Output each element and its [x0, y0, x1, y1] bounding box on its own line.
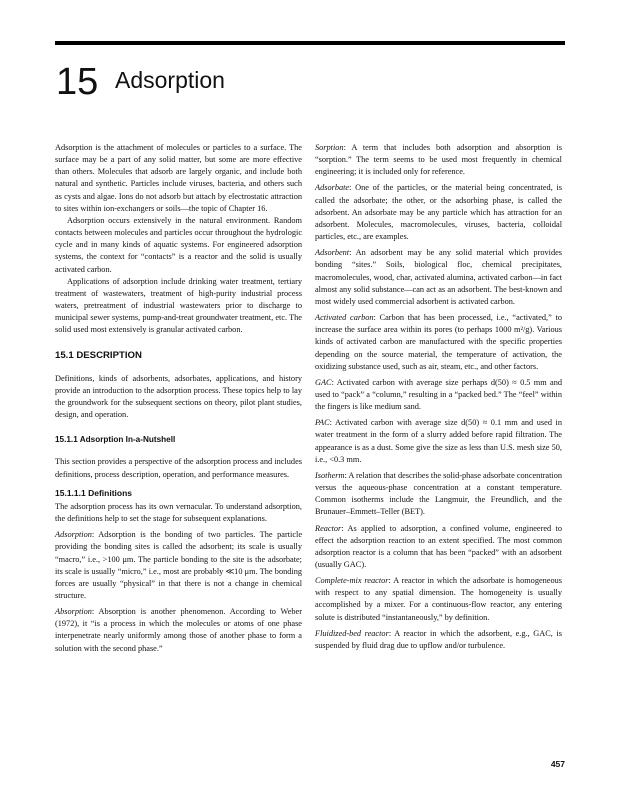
- definition-text: : A reactor in which the adsorbate is homogeneous with respect to any spatial dimension. The homogeneity is usually accomplished by a mixer. For a continuous-flow reactor, any entering solute is distributed “instantaneously,” by definition.: [315, 576, 563, 622]
- right-column: [315, 142, 562, 656]
- subsection-heading: 15.1.1 Adsorption In-a-Nutshell: [55, 435, 176, 445]
- definition-text: : As applied to adsorption, a confined volume, engineered to effect the adsorption reaction to an extent specified. The most common adsorption reactor is a column that has been “packed” with an adsorbent (usually GAC).: [315, 523, 562, 569]
- definition-adsorption: [55, 529, 302, 602]
- definition-term: Adsorption: [55, 530, 92, 540]
- definition-absorption: [55, 606, 302, 655]
- definition-text: : One of the particles, or the material being concentrated, is called the adsorbate; the other, or the adsorbing phase, is called the adsorbent. An adsorbate may be any particle which has attraction for an adsorbent. Molecules, macromolecules, viruses, bacteria, colloidal particles, etc., are examples.: [315, 183, 562, 242]
- definition-text: : Activated carbon with average size d(50) ≈ 0.1 mm and used in water treatment in the form of a slurry added before rapid filtration. The appearance is as a dust. Some give the size as less than U.S. mesh size 50, i.e., <0.3 mm.: [315, 418, 562, 464]
- definition-fluidized-bed-reactor: [315, 628, 562, 652]
- chapter-top-rule: [55, 41, 565, 45]
- definition-term: Adsorbate: [315, 183, 350, 193]
- intro-paragraph-1: Adsorption is the attachment of molecules or particles to a surface. The surface may be a part of any solid matter, but some are more effective than others. Molecules that adsorb are largely organic, and include both natural and synthetic. Particles include viruses, bacteria, and others such as cysts and algae. Ions do not adsorb but attach by electrostatic attraction to sites within ion-exchangers or soils—the topic of Chapter 16.: [55, 143, 302, 213]
- left-column: [55, 142, 302, 659]
- chapter-title: Adsorption: [115, 67, 225, 93]
- definition-complete-mix-reactor: [315, 575, 562, 624]
- definition-term: Complete-mix reactor: [315, 576, 389, 586]
- definition-term: GAC: [315, 377, 332, 387]
- definition-text: : Adsorption is the bonding of two particles. The particle providing the bonding sites is called the adsorbent; its scale is usually “macro,” i.e., >100 μm. The particle bonding to the site is the adsorbate; its scale is usually “micro,” i.e., most are probably ≪10 μm. The bonding forces are usually “physical” in that there is not a change in chemical structure.: [55, 530, 302, 600]
- intro-paragraph-3: Applications of adsorption include drinking water treatment, tertiary treatment of wastewaters, treatment of high-purity industrial process waters, pretreatment of industrial wastewaters prior to discharge to municipal sewer systems, pump-and-treat groundwater treatment, etc. The solid used most extensively is granular activated carbon.: [55, 276, 302, 335]
- definition-text: : Activated carbon with average size perhaps d(50) ≈ 0.5 mm and used to “pack” a “column,” resulting in a “packed bed.” The “feel” within the fingers is like medium sand.: [315, 377, 562, 412]
- definition-text: : A relation that describes the solid-phase adsorbate concentration versus the aqueous-phase concentration at a constant temperature. Common isotherms include the Langmuir, the Freundlich, and the Brunauer–Emmett–Teller (BET).: [315, 470, 562, 517]
- section-heading: 15.1 DESCRIPTION: [55, 349, 142, 361]
- definition-sorption: [315, 142, 562, 178]
- definition-text: : An adsorbent may be any solid material which provides bonding “sites.” Soils, biological floc, chemical precipitates, macromolecules, wood, char, activated alumina, activated carbon—in fact almost any solid substance—can act as an adsorbent. The best-known and most widely used commercial adsorbent is activated carbon.: [315, 248, 562, 306]
- definition-pac: [315, 417, 562, 466]
- definition-text: : Absorption is another phenomenon. According to Weber (1972), it “is a process in which the molecules or atoms of one phase interpenetrate nearly uniformly among those of another phase to form a solution with the second phase.”: [55, 607, 302, 653]
- definition-adsorbate: [315, 182, 562, 243]
- definition-term: Fluidized-bed reactor: [315, 628, 389, 638]
- intro-paragraph-2: Adsorption occurs extensively in the natural environment. Random contacts between molecules and particles occur throughout the hydrologic cycle and in many kinds of aquatic systems. For engineered adsorption systems, the context for “contacts” is a reactor and the solid is usually activated carbon.: [55, 215, 302, 274]
- definition-reactor: [315, 523, 562, 572]
- definition-term: Sorption: [315, 143, 344, 152]
- definition-isotherm: [315, 470, 562, 519]
- definitions-intro: The adsorption process has its own vernacular. To understand adsorption, the definitions help to set the stage for subsequent explanations.: [55, 501, 302, 524]
- definition-term: Activated carbon: [315, 313, 374, 323]
- definition-term: Isotherm: [315, 470, 345, 480]
- definition-activated-carbon: [315, 312, 562, 373]
- subsection-paragraph: This section provides a perspective of the adsorption process and includes definitions, process description, operation, and performance measures.: [55, 457, 302, 479]
- definition-text: : A reactor in which the adsorbent, e.g., GAC, is suspended by fluid drag due to upflow and/or turbulence.: [315, 628, 563, 650]
- page-number: 457: [550, 759, 565, 769]
- section-paragraph: Definitions, kinds of adsorbents, adsorbates, applications, and history provide an introduction to the adsorption process. These topics help to lay the groundwork for the subsequent sections on theory, pilot plant studies, design, and operation.: [55, 373, 302, 420]
- definition-adsorbent: [315, 247, 562, 308]
- subsubsection-heading: 15.1.1.1 Definitions: [55, 487, 132, 498]
- definition-text: : A term that includes both adsorption and absorption is “sorption.” The term seems to be used most frequently in chemical engineering; it is included only for reference.: [315, 143, 562, 177]
- definition-gac: [315, 377, 562, 413]
- definition-term: Adsorbent: [315, 248, 350, 258]
- definition-text: : Carbon that has been processed, i.e., “activated,” to increase the surface area within its pores (to perhaps 1000 m²/g). Various kinds of activated carbon are manufactured with the specific properties depending on the source material, the temperature of activation, the oxidizing substance used, such as air, steam, etc., and other factors.: [315, 313, 562, 371]
- definition-term: Reactor: [315, 523, 342, 533]
- definition-term: Absorption: [55, 607, 92, 617]
- definition-term: PAC: [315, 418, 330, 428]
- chapter-number: 15: [56, 61, 99, 103]
